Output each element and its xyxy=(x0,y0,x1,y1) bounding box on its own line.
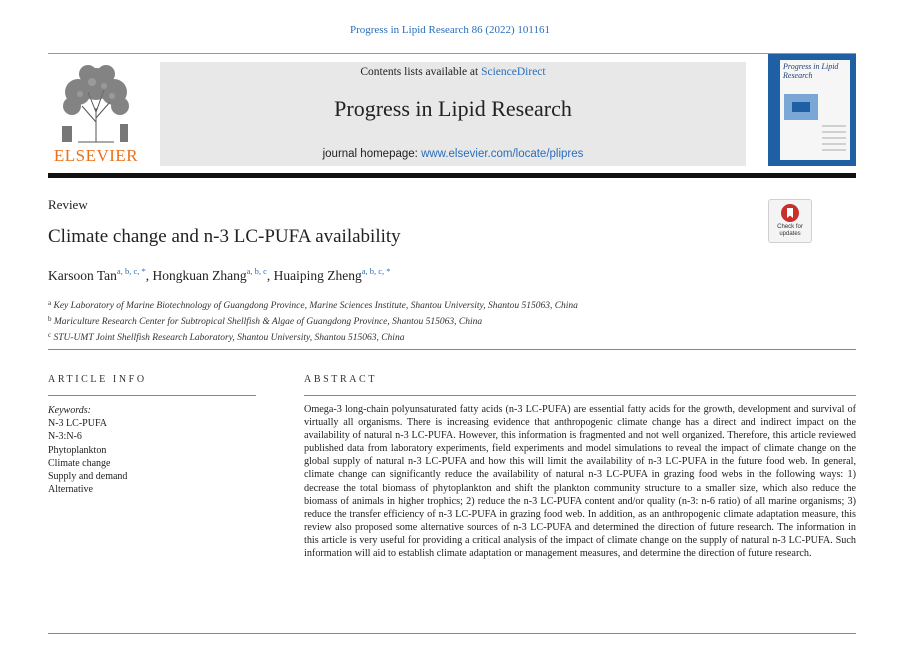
author-name[interactable]: Hongkuan Zhang xyxy=(152,268,247,283)
author-list xyxy=(48,266,391,284)
keyword-item: Climate change xyxy=(48,457,111,469)
article-info-rule xyxy=(48,395,256,396)
keyword-list xyxy=(48,404,127,496)
keyword-item: N-3 LC-PUFA xyxy=(48,418,107,430)
journal-homepage-link[interactable]: www.elsevier.com/locate/plipres xyxy=(421,148,584,160)
affiliation-item xyxy=(48,329,578,345)
author-separator: , xyxy=(266,268,274,283)
author-name[interactable]: Karsoon Tan xyxy=(48,268,117,283)
abstract-text: Omega-3 long-chain polyunsaturated fatty acids (n-3 LC-PUFA) are essential fatty acids for the growth, development and survival of virtually all organisms. There is increasing evidence that anthropogenic climate change has a direct and indirect impact on the availability of natural n-3 LC-PUFA. However, this information is fragmented and not well organized. Therefore, this article reviewed published data from laboratory experiments, field experiments and model simulations to reveal the impact of climate change on the global supply of natural n-3 LC-PUFA and how this will limit the availability of n-3 LC-PUFA in the future food web. In general, climate change can significantly reduce the availability of natural n-3 LC-PUFA in grazing food webs in the following ways: 1) decrease the total biomass of phytoplankton and shift the plankton community structure to a smaller size, which also reduce the biomass of animals in higher trophics; 2) reduce the n-3 LC-PUFA content and/or quality (n-3: n-6 ratio) of all marine organisms; 3) reduce the transfer efficiency of n-3 LC-PUFA in grazing food web. In addition, as an anthropogenic climate adaptation measure, this review also proposed some alternative sources of n-3 LC-PUFA and determined the direction of future research. The information in this article is very useful for providing a critical analysis of the impact of climate change on the supply of natural n-3 LC-PUFA. Such information will aid to establish climate adaptation or management measures, and determine the direction of future research. xyxy=(304,404,856,560)
affiliation-mark: a xyxy=(48,299,52,307)
author-affiliation-marks[interactable]: a, b, c, * xyxy=(361,266,391,276)
affiliation-list xyxy=(48,297,578,345)
masthead-rule xyxy=(48,173,856,178)
author-affiliation-marks[interactable]: a, b, c, * xyxy=(116,266,146,276)
keyword-item: Supply and demand xyxy=(48,471,128,483)
keyword-item: N-3:N-6 xyxy=(48,431,82,443)
cover-title: Progress in Lipid Research xyxy=(783,62,839,80)
contents-prefix: Contents lists available at xyxy=(360,66,482,78)
affiliation-item xyxy=(48,297,578,313)
check-for-updates-button[interactable] xyxy=(768,199,812,243)
cover-graphic-icon xyxy=(780,60,850,160)
cover-page xyxy=(780,60,850,160)
affiliation-mark: b xyxy=(48,315,52,323)
author-separator: , xyxy=(145,268,153,283)
journal-reference[interactable]: Progress in Lipid Research 86 (2022) 101161 xyxy=(349,24,550,36)
bookmark-icon xyxy=(781,204,799,222)
journal-masthead xyxy=(160,62,746,166)
journal-title: Progress in Lipid Research xyxy=(334,96,572,121)
keyword-item: Alternative xyxy=(48,484,93,496)
bottom-rule xyxy=(48,633,856,634)
affiliation-item xyxy=(48,313,578,329)
keyword-item: Phytoplankton xyxy=(48,444,107,456)
homepage-prefix: journal homepage: xyxy=(322,148,422,160)
elsevier-logo[interactable] xyxy=(48,62,144,166)
contents-line xyxy=(160,66,746,78)
elsevier-tree-icon xyxy=(48,62,144,144)
article-title: Climate change and n-3 LC-PUFA availability xyxy=(48,226,401,247)
affiliation-text: STU-UMT Joint Shellfish Research Laboratory, Shantou University, Shantou 515063, China xyxy=(53,333,405,343)
journal-cover[interactable] xyxy=(768,54,856,166)
check-updates-label: Check for updates xyxy=(777,224,803,237)
elsevier-wordmark: ELSEVIER xyxy=(53,146,139,165)
header-rule xyxy=(48,53,856,54)
author-affiliation-marks[interactable]: a, b, c xyxy=(246,266,267,276)
article-info-heading: ARTICLE INFO xyxy=(48,374,147,385)
section-rule xyxy=(48,349,856,350)
keywords-label: Keywords: xyxy=(48,405,91,416)
article-type: Review xyxy=(48,197,88,212)
homepage-line xyxy=(160,148,746,160)
affiliation-text: Mariculture Research Center for Subtropical Shellfish & Algae of Guangdong Province, Shantou 515063, China xyxy=(53,317,483,327)
sciencedirect-link[interactable]: ScienceDirect xyxy=(481,66,546,78)
affiliation-text: Key Laboratory of Marine Biotechnology of Guangdong Province, Marine Sciences Institute, Shantou University, Shantou 515063, China xyxy=(53,301,578,311)
affiliation-mark: c xyxy=(48,331,52,339)
abstract-rule xyxy=(304,395,856,396)
author-name[interactable]: Huaiping Zheng xyxy=(273,268,362,283)
abstract-heading: ABSTRACT xyxy=(304,374,378,385)
